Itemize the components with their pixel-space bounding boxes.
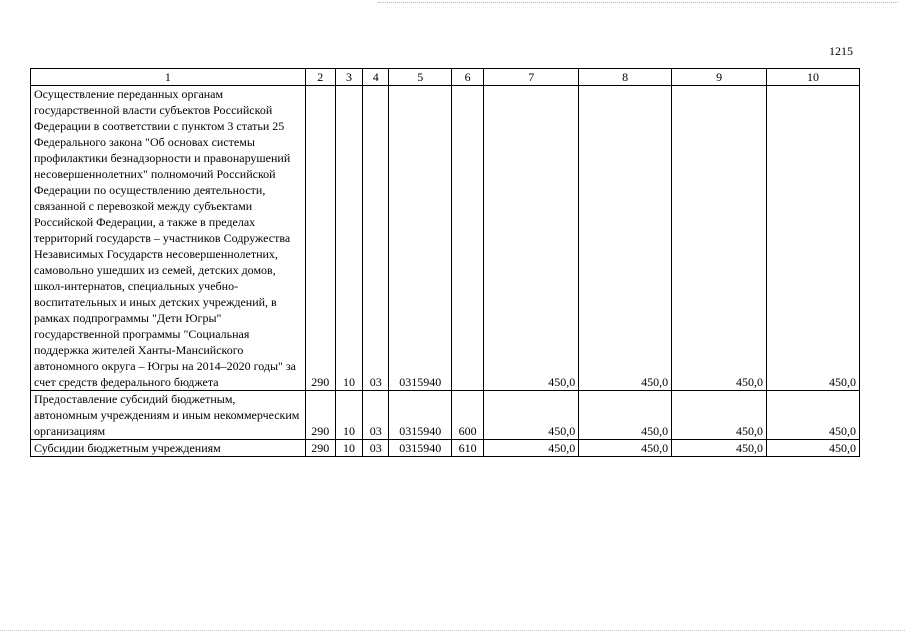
cell-amount-9: 450,0 [672, 86, 767, 391]
table-row [31, 391, 860, 440]
cell-code-2: 290 [305, 391, 335, 440]
scan-artifact-bottom [0, 630, 905, 631]
cell-code-3: 10 [335, 391, 362, 440]
page-number: 1215 [829, 44, 853, 58]
cell-code-4: 03 [363, 440, 389, 457]
cell-code-4: 03 [363, 391, 389, 440]
cell-amount-7: 450,0 [484, 86, 579, 391]
cell-amount-8: 450,0 [579, 391, 672, 440]
cell-amount-9: 450,0 [672, 391, 767, 440]
cell-amount-9: 450,0 [672, 440, 767, 457]
cell-code-5: 0315940 [389, 440, 452, 457]
table-row [31, 440, 860, 457]
header-cell: 1 [31, 69, 306, 86]
cell-amount-7: 450,0 [484, 391, 579, 440]
scan-artifact-top [378, 2, 898, 3]
header-cell: 7 [484, 69, 579, 86]
row-name [31, 391, 306, 440]
cell-code-5: 0315940 [389, 391, 452, 440]
header-cell: 4 [363, 69, 389, 86]
cell-code-2: 290 [305, 86, 335, 391]
budget-table [30, 68, 860, 457]
cell-code-6: 610 [452, 440, 484, 457]
cell-amount-10: 450,0 [767, 391, 860, 440]
cell-amount-10: 450,0 [767, 86, 860, 391]
cell-amount-8: 450,0 [579, 440, 672, 457]
cell-code-4: 03 [363, 86, 389, 391]
cell-code-3: 10 [335, 440, 362, 457]
header-cell: 10 [767, 69, 860, 86]
row-name-text: Осуществление переданных органам государственной власти субъектов Российской Федерации в соответствии с пунктом 3 статьи 25 Федерального закона "Об основах системы профилактики безнадзорности и правонарушений несовершеннолетних" полномочий Российской Федерации по осуществлению деятельности, связанной с перевозкой между субъектами Российской Федерации, а также в пределах территорий государств – участников Содружества Независимых Государств несовершеннолетних, самовольно ушедших из семей, детских домов, школ-интернатов, специальных учебно-воспитательных и иных детских учреждений, в рамках подпрограммы "Дети Югры" государственной программы "Социальная поддержка жителей Ханты-Мансийского автономного округа – Югры на 2014–2020 годы" за счет средств федерального бюджета [34, 87, 297, 389]
cell-code-3: 10 [335, 86, 362, 391]
header-cell: 3 [335, 69, 362, 86]
header-cell: 6 [452, 69, 484, 86]
cell-amount-10: 450,0 [767, 440, 860, 457]
cell-amount-8: 450,0 [579, 86, 672, 391]
row-name-text: Предоставление субсидий бюджетным, автономным учреждениям и иным некоммерческим организациям [34, 392, 300, 438]
cell-code-2: 290 [305, 440, 335, 457]
table-row [31, 86, 860, 391]
row-name [31, 440, 306, 457]
cell-amount-7: 450,0 [484, 440, 579, 457]
cell-code-5: 0315940 [389, 86, 452, 391]
header-cell: 8 [579, 69, 672, 86]
row-name-text: Субсидии бюджетным учреждениям [34, 441, 221, 455]
header-cell: 2 [305, 69, 335, 86]
header-cell: 9 [672, 69, 767, 86]
cell-code-6: 600 [452, 391, 484, 440]
header-row [31, 69, 860, 86]
row-name [31, 86, 306, 391]
header-cell: 5 [389, 69, 452, 86]
cell-code-6 [452, 86, 484, 391]
